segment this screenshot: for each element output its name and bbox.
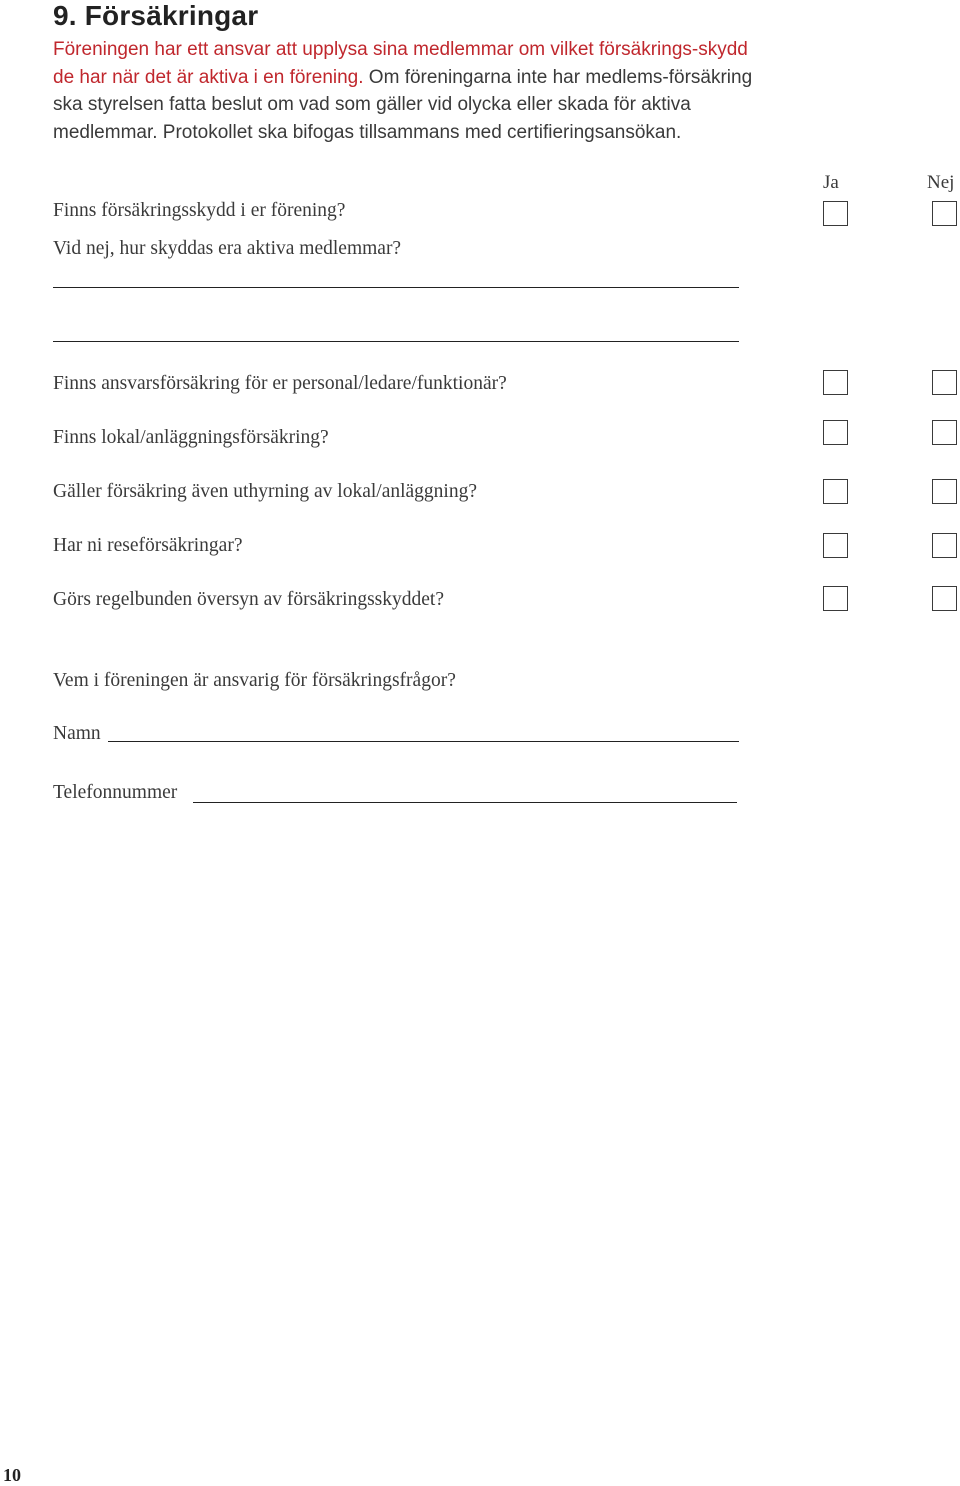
column-header-yes: Ja [823,172,839,193]
checkbox-coverage-no[interactable] [932,201,957,226]
phone-label: Telefonnummer [53,782,178,803]
question-liability-insurance: Finns ansvarsförsäkring för er personal/ledare/funktionär? [53,373,507,394]
checkbox-liability-yes[interactable] [823,370,848,395]
checkbox-rental-no[interactable] [932,479,957,504]
section-heading: 9. Försäkringar [53,0,259,31]
question-rental-coverage: Gäller försäkring även uthyrning av lokal/anläggning? [53,481,477,502]
phone-field[interactable] [193,802,737,803]
checkbox-travel-yes[interactable] [823,533,848,558]
checkbox-facility-no[interactable] [932,420,957,445]
answer-line-2[interactable] [53,341,739,342]
checkbox-rental-yes[interactable] [823,479,848,504]
checkbox-coverage-yes[interactable] [823,201,848,226]
name-field[interactable] [108,741,739,742]
name-label: Namn [53,723,101,744]
question-insurance-coverage: Finns försäkringsskydd i er förening? [53,200,346,221]
checkbox-review-yes[interactable] [823,586,848,611]
question-if-no-protection: Vid nej, hur skyddas era aktiva medlemmar? [53,238,402,259]
checkbox-review-no[interactable] [932,586,957,611]
intro-text: Om föreningarna inte har medlems-försäkring ska styrelsen fatta beslut om vad som gäller vid olycka eller skada för aktiva medlemmar. Protokollet ska bifogas tillsammans med certifieringsansökan. [53,66,753,143]
checkbox-facility-yes[interactable] [823,420,848,445]
question-travel-insurance: Har ni reseförsäkringar? [53,535,243,556]
checkbox-travel-no[interactable] [932,533,957,558]
intro-paragraph [53,36,773,146]
question-regular-review: Görs regelbunden översyn av försäkringsskyddet? [53,589,444,610]
page-number: 10 [3,1465,21,1485]
checkbox-liability-no[interactable] [932,370,957,395]
question-responsible-person: Vem i föreningen är ansvarig för försäkringsfrågor? [53,670,456,691]
column-header-no: Nej [927,172,955,193]
intro-highlight: Föreningen har ett ansvar att upplysa sina medlemmar om vilket försäkrings-skydd de har när det är aktiva i en förening. [53,39,748,88]
answer-line-1[interactable] [53,287,739,288]
question-facility-insurance: Finns lokal/anläggningsförsäkring? [53,427,329,448]
